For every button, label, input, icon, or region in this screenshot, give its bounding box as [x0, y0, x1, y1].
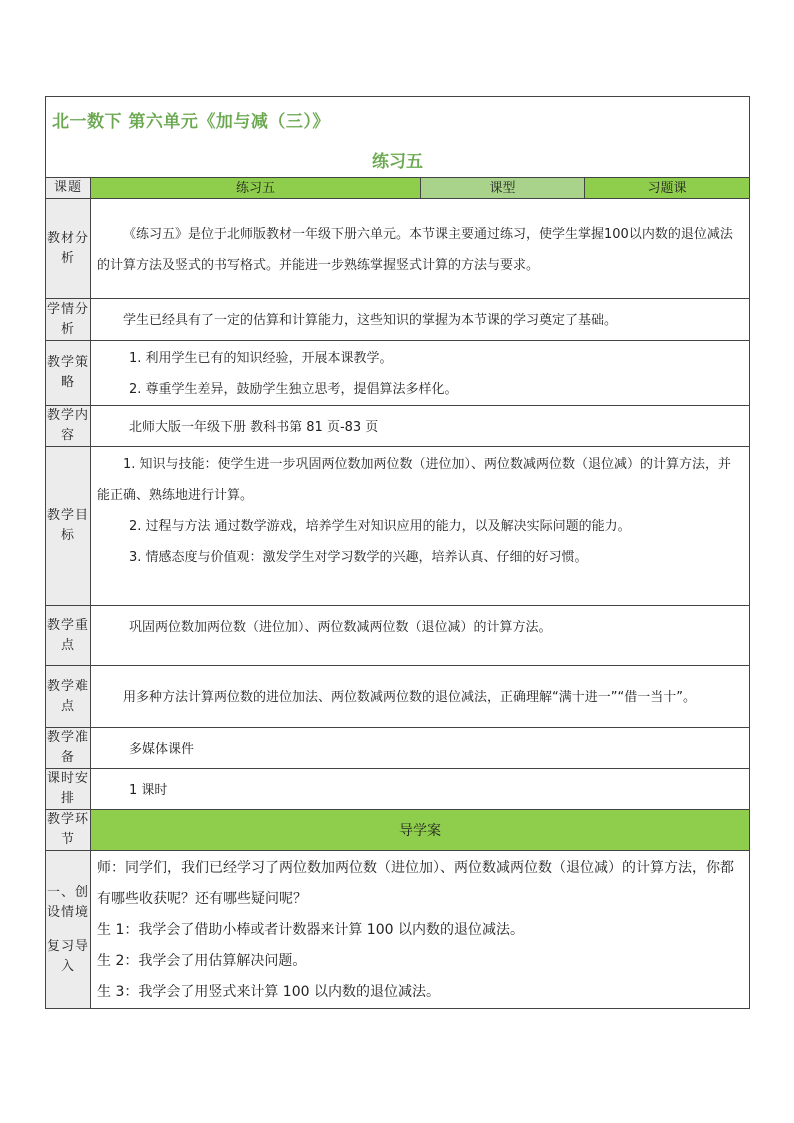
- intro-label-top: 一、创设情境: [46, 884, 89, 920]
- goals-label: 教学目标: [46, 447, 91, 606]
- dialogue-line: 生 1：我学会了借助小棒或者计数器来计算 100 以内数的退位减法。: [97, 922, 524, 938]
- strategy-row: [46, 341, 750, 406]
- lesson-plan-table: [45, 96, 750, 1009]
- stage-header: 导学案: [91, 810, 750, 851]
- dialogue-line: 生 3：我学会了用竖式来计算 100 以内数的退位减法。: [97, 984, 440, 1000]
- difficulty-row: [46, 666, 750, 728]
- material-row: [46, 199, 750, 299]
- goal-item: 3. 情感态度与价值观：激发学生对学习数学的兴趣，培养认真、仔细的好习惯。: [129, 550, 588, 565]
- goal-item: 2. 过程与方法 通过数学游戏，培养学生对知识应用的能力，以及解决实际问题的能力。: [129, 519, 631, 534]
- lesson-plan: [45, 96, 749, 1009]
- material-label: 教材分析: [46, 199, 91, 299]
- dialogue-line: 生 2：我学会了用估算解决问题。: [97, 953, 307, 969]
- title-cell: [46, 97, 750, 178]
- goals-list: [91, 447, 750, 606]
- key-text: [91, 606, 750, 666]
- strategy-item: 1. 利用学生已有的知识经验，开展本课教学。: [129, 351, 393, 366]
- document-title: 北一数下 第六单元《加与减（三）》: [52, 112, 330, 132]
- strategy-list: [91, 341, 750, 406]
- prep-text: [91, 728, 750, 769]
- intro-label: [46, 851, 91, 1009]
- intro-label-bottom: 复习导入: [46, 938, 89, 974]
- type-value: 习题课: [585, 178, 750, 199]
- type-label: 课型: [421, 178, 585, 199]
- content-row: [46, 406, 750, 447]
- stage-row: [46, 810, 750, 851]
- goal-item: 1. 知识与技能：使学生进一步巩固两位数加两位数（进位加）、两位数减两位数（退位减）的计算方法，并能正确、熟练地进行计算。: [97, 457, 732, 503]
- content-label: 教学内容: [46, 406, 91, 447]
- dialogue-line: 师：同学们，我们已经学习了两位数加两位数（进位加）、两位数减两位数（退位减）的计算方法，你都有哪些收获呢？还有哪些疑问呢？: [97, 860, 734, 907]
- difficulty-text: 用多种方法计算两位数的进位加法、两位数减两位数的退位减法，正确理解“满十进一”“借一当十”。: [91, 666, 750, 728]
- strategy-label: 教学策略: [46, 341, 91, 406]
- hours-text: [91, 769, 750, 810]
- student-text: 学生已经具有了一定的估算和计算能力，这些知识的掌握为本节课的学习奠定了基础。: [91, 299, 750, 341]
- hours-text-line: 1 课时: [129, 782, 168, 798]
- lesson-subtitle: 练习五: [372, 152, 423, 172]
- topic-label: 课题: [46, 178, 91, 199]
- key-text-line: 巩固两位数加两位数（进位加）、两位数减两位数（退位减）的计算方法。: [129, 620, 552, 635]
- content-text: [91, 406, 750, 447]
- prep-row: [46, 728, 750, 769]
- intro-dialogue: [91, 851, 750, 1009]
- student-row: [46, 299, 750, 341]
- topic-row: [46, 178, 750, 199]
- key-row: [46, 606, 750, 666]
- goals-row: [46, 447, 750, 606]
- prep-text-line: 多媒体课件: [129, 741, 195, 757]
- hours-label: 课时安排: [46, 769, 91, 810]
- student-label: 学情分析: [46, 299, 91, 341]
- material-text: 《练习五》是位于北师版教材一年级下册六单元。本节课主要通过练习，使学生掌握100以内数的退位减法的计算方法及竖式的书写格式。并能进一步熟练掌握竖式计算的方法与要求。: [91, 199, 750, 299]
- stage-label: 教学环节: [46, 810, 91, 851]
- content-text-line: 北师大版一年级下册 教科书第 81 页-83 页: [129, 419, 379, 435]
- topic-value: 练习五: [91, 178, 421, 199]
- prep-label: 教学准备: [46, 728, 91, 769]
- strategy-item: 2. 尊重学生差异，鼓励学生独立思考，提倡算法多样化。: [129, 382, 458, 397]
- difficulty-label: 教学难点: [46, 666, 91, 728]
- hours-row: [46, 769, 750, 810]
- intro-row: [46, 851, 750, 1009]
- key-label: 教学重点: [46, 606, 91, 666]
